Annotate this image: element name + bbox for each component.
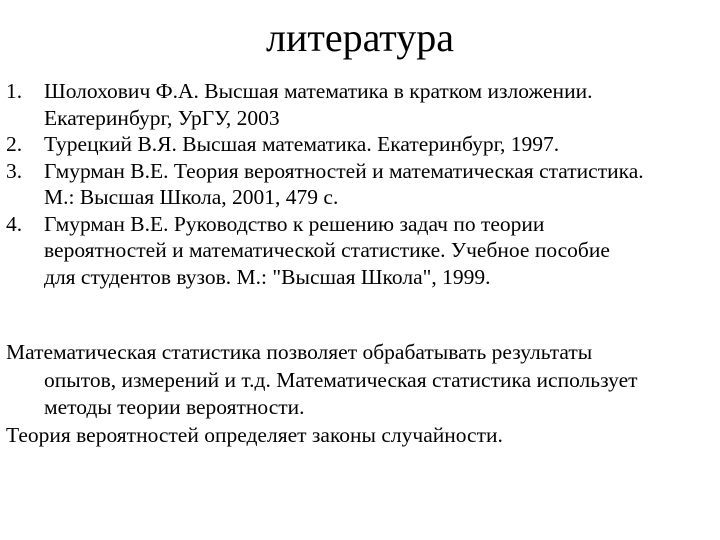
reference-number: 4. [6,211,23,236]
reference-text-line: Екатеринбург, УрГУ, 2003 [44,105,280,130]
reference-text-line: для студентов вузов. М.: "Высшая Школа", 1999. [44,264,491,289]
reference-number: 1. [6,79,23,103]
reference-text-line: М.: Высшая Школа, 2001, 479 с. [44,185,339,209]
reference-item [6,158,718,211]
reference-text-line: Шолохович Ф.А. Высшая математика в кратком изложении. [44,79,593,103]
reference-item [6,78,718,131]
reference-text-line: вероятностей и математической статистике. Учебное пособие [44,238,610,262]
paragraph-line: Математическая статистика позволяет обрабатывать результаты [6,340,593,364]
paragraph-line: опытов, измерений и т.д. Математическая статистика использует [44,367,638,392]
paragraph-line: методы теории вероятности. [44,395,305,419]
reference-list [6,78,718,290]
reference-item [6,211,718,291]
reference-text-line: Гмурман В.Е. Руководство к решению задач по теории [44,211,545,236]
reference-number: 2. [6,132,23,156]
paragraph-line: Теория вероятностей определяет законы случайности. [6,423,503,447]
reference-number: 3. [6,158,23,183]
slide-title: литература [265,15,455,60]
reference-item [6,131,718,158]
reference-text-line: Гмурман В.Е. Теория вероятностей и математическая статистика. [44,158,644,183]
statistics-paragraph [6,339,718,422]
probability-paragraph [6,422,718,450]
reference-text-line: Турецкий В.Я. Высшая математика. Екатеринбург, 1997. [44,132,560,156]
